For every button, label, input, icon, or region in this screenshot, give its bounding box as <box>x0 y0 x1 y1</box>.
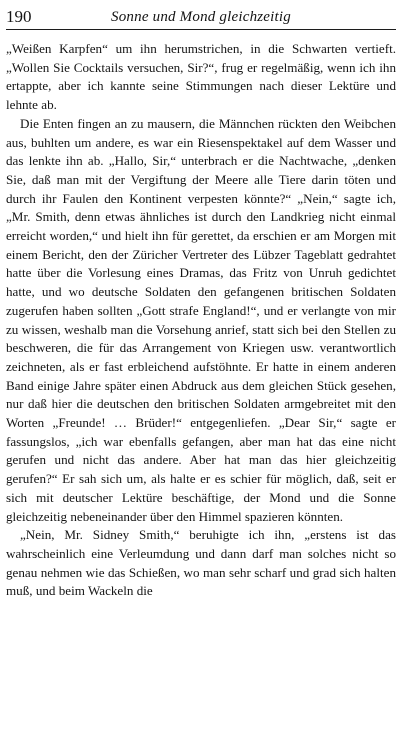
paragraph-2: Die Enten fingen an zu mausern, die Männchen rückten den Weibchen aus, buhlten um andere, es war ein Riesenspektakel auf dem Wasser und das lenkte ihn ab. „Hallo, Sir,“ unterbrach er die Nachtwache, „denken Sie, daß man mit der Vergiftung der Meere alle Tiere darin töten und durch ihr Faulen den Kontinent verpesten könnte?“ „Nein,“ sagte ich, „Mr. Smith, denn etwas ähnliches ist durch den Landkrieg nicht einmal erreicht worden,“ und hielt ihn für gerettet, da erschien er am Morgen mit einem Bericht, den der Züricher Vertreter des Lübzer Tageblatt gedrahtet hatte über die Vorlesung eines Dramas, das Fritz von Unruh gedichtet hatte, und wo deutsche Soldaten den gefangenen britischen Soldaten zugerufen haben sollten „Gott strafe England!“, und er verlangte von mir zu wissen, weshalb man die Vorsehung anrief, statt sich bei den Stellen zu beschweren, die für das Arrangement von Kriegen usw. verantwortlich zeichneten, als er fast erbleichend aufstöhnte. Er hatte in einem anderen Band einige Jahre später einen Abdruck aus dem gleichen Stück gesehen, nur daß hier die deutschen den britischen Soldaten armgebreitet mit den Worten „Freunde! … Brüder!“ entgegenliefen. „Dear Sir,“ sagte er fassungslos, „ich war ebenfalls gefangen, aber man hat das eine nicht gerufen und nicht das andere. Aber hat man das hier gleichzeitig gerufen?“ Er sah sich um, als halte er es schier für möglich, daß, seit er sich mit deutscher Lektüre beschäftige, der Mond und die Sonne gleichzeitig nebeneinander über den Himmel spazieren könnten. <box>6 115 396 524</box>
paragraph-3: „Nein, Mr. Sidney Smith,“ beruhigte ich ihn, „erstens ist das wahrscheinlich eine Verleumdung und dann darf man solches nicht so genau nehmen wie das Schießen, wo man sehr scharf und grad sich halten muß, und beim Wackeln die <box>6 527 396 599</box>
page-number: 190 <box>6 7 32 26</box>
book-page <box>6 4 396 734</box>
running-head <box>6 4 396 30</box>
body-text <box>6 40 396 601</box>
running-title: Sonne und Mond gleichzeitig <box>111 9 291 25</box>
paragraph-1: „Weißen Karpfen“ um ihn herumstrichen, in die Schwarten vertieft. „Wollen Sie Cocktails versuchen, Sir?“, frug er regelmäßig, wenn ich ihn ertappte, aber ich kannte seine Stimmungen nach dieser Lektüre und lehnte ab. <box>6 41 396 113</box>
